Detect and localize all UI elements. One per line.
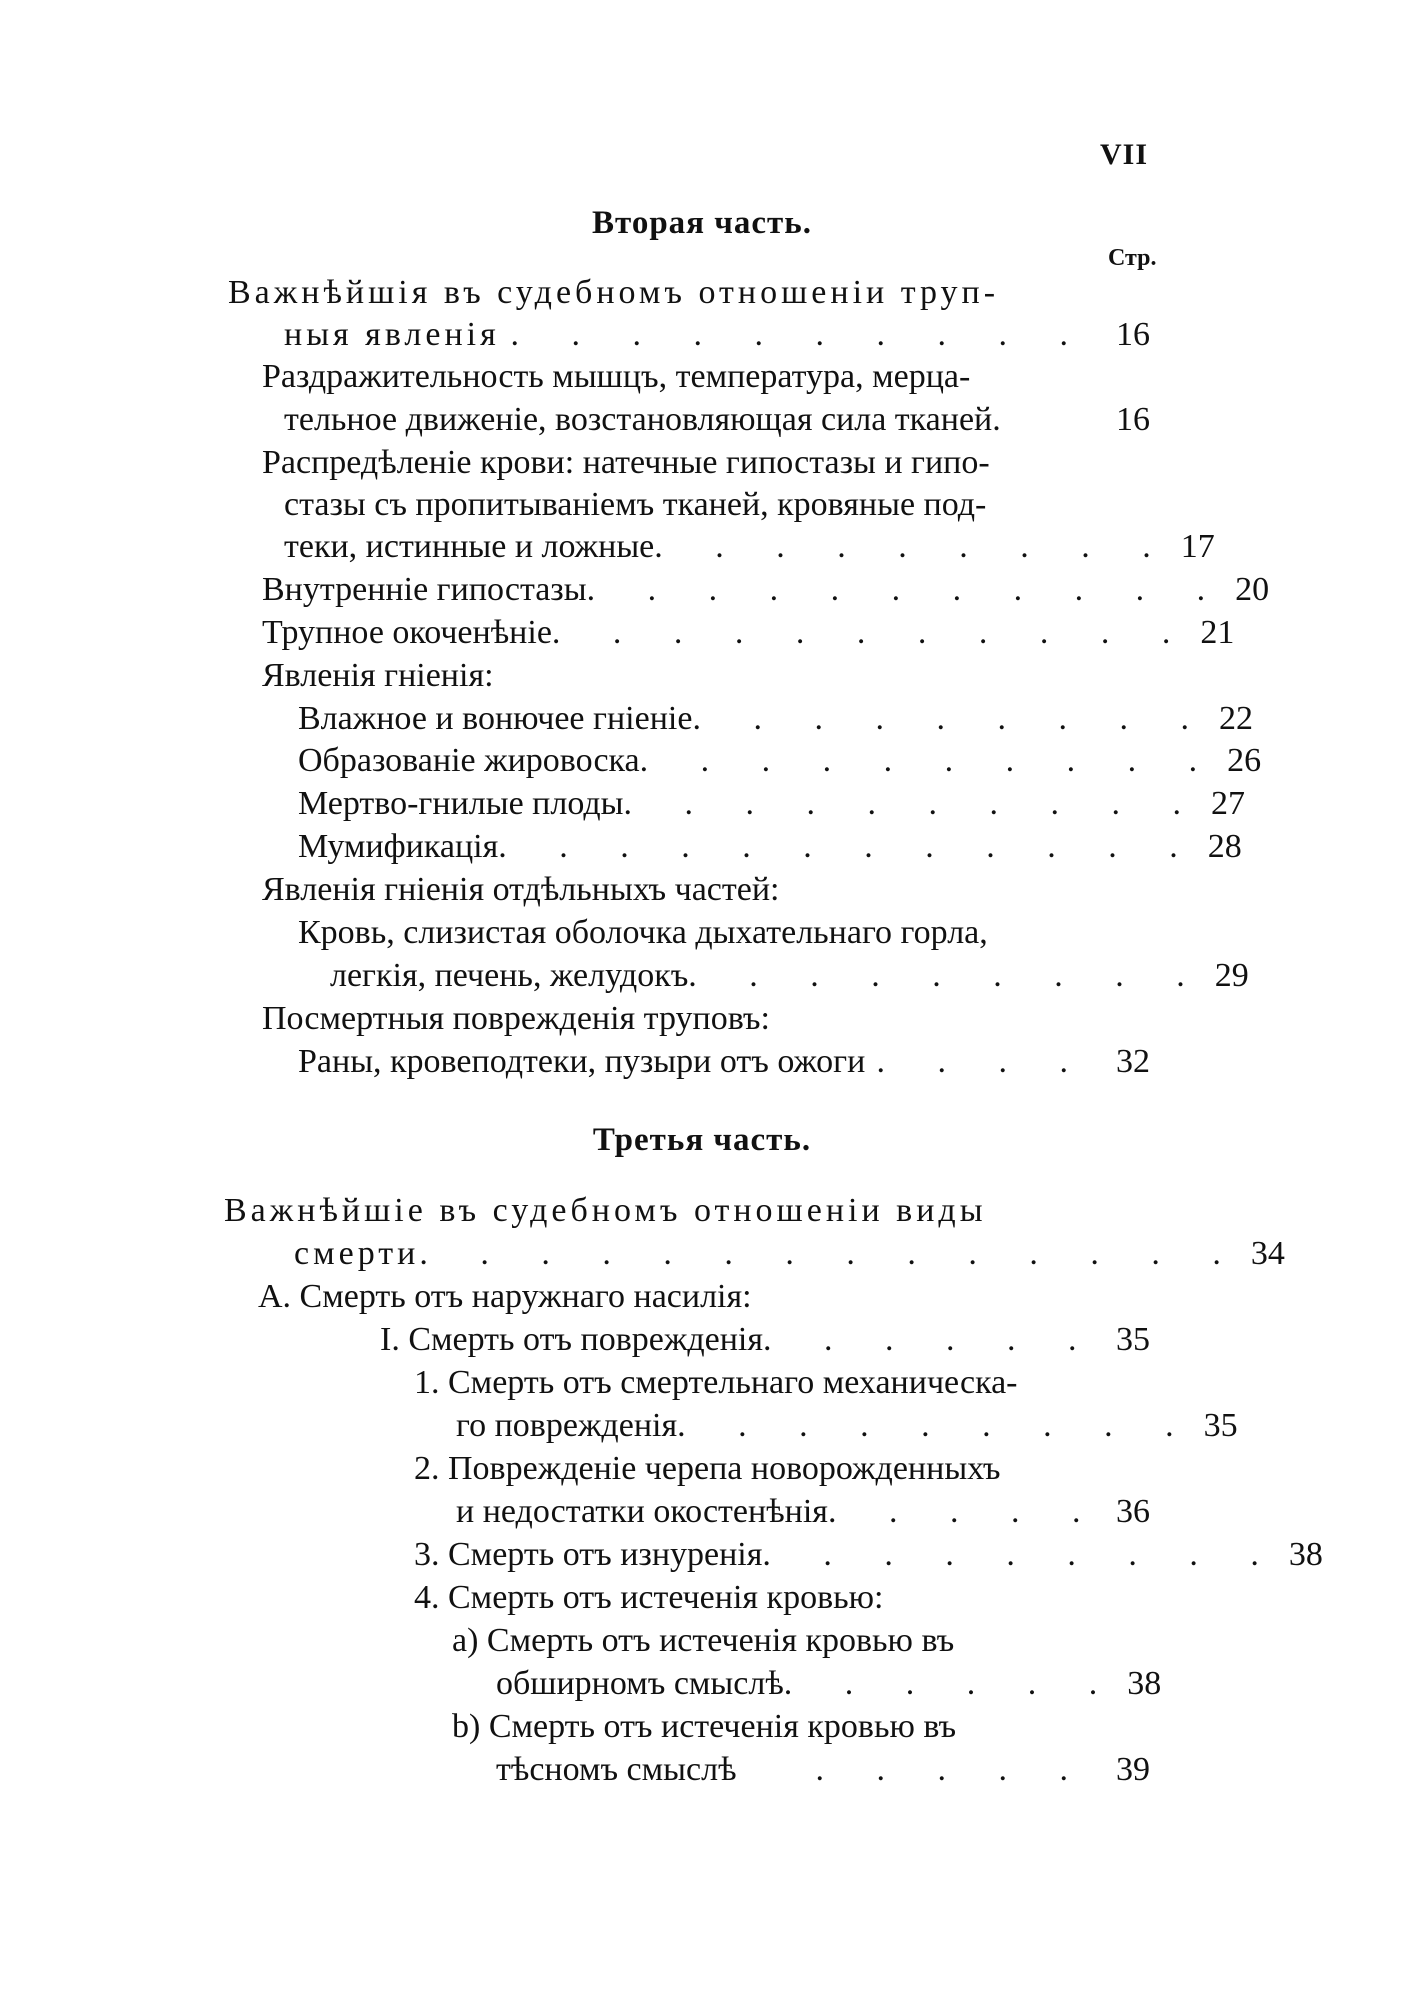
toc-entry: [456, 1491, 1150, 1533]
toc-entry-text: a) Смерть отъ истеченія кровью въ: [452, 1622, 955, 1659]
leader-dots: . . . . . . . . .: [654, 528, 1173, 565]
toc-entry-text: Мертво-гнилые плоды: [298, 785, 624, 822]
toc-entry-page: 27: [1211, 785, 1245, 822]
leader-dots: . . . . . . . . .: [688, 957, 1207, 994]
toc-entry: [298, 698, 1253, 740]
toc-entry-page: 38: [1127, 1665, 1162, 1702]
leader-dots: . . . . .: [815, 1751, 1090, 1788]
leader-dots: . . . . . . . . .: [762, 1536, 1281, 1573]
toc-entry-text: b) Смерть отъ истеченія кровью въ: [452, 1708, 957, 1745]
toc-entry-text: Явленія гніенія:: [262, 657, 494, 694]
toc-entry-text: теки, истинные и ложные: [284, 528, 655, 565]
toc-entry-text: Влажное и вонючее гніеніе: [298, 700, 693, 737]
toc-entry-text: Образованіе жировоска: [298, 742, 640, 779]
toc-entry-page: 35: [1116, 1321, 1150, 1358]
toc-entry: [380, 1319, 1150, 1361]
page-number: VII: [1100, 138, 1149, 171]
leader-dots: . . . . . . . . . . . .: [498, 828, 1200, 865]
toc-entry-text: 4. Смерть отъ истеченія кровью:: [414, 1579, 884, 1616]
leader-dots: . . . . . . . . . .: [623, 785, 1203, 822]
toc-entry-page: 34: [1250, 1235, 1285, 1272]
toc-entry-text: Раздражительность мышцъ, температура, мерца-: [262, 358, 971, 395]
toc-entry-text: 1. Смерть отъ смертельнаго механическа-: [414, 1364, 1018, 1401]
toc-entry-page: 35: [1203, 1407, 1238, 1444]
toc-entry: [456, 1405, 1238, 1447]
leader-dots: . . . . . . . . . . . . . .: [419, 1235, 1243, 1272]
leader-dots: . . . . . . . . . .: [510, 316, 1090, 353]
toc-entry-text: Трупное окоченѣніе: [262, 614, 552, 651]
toc-entry-page: 32: [1116, 1043, 1150, 1080]
leader-dots: . . . . . . . . . . .: [586, 571, 1228, 608]
toc-entry-page: 28: [1207, 828, 1242, 865]
toc-entry-text: Явленія гніенія отдѣльныхъ частей:: [262, 871, 780, 908]
toc-entry-text: и недостатки окостенѣнія: [456, 1493, 828, 1530]
toc-entry-page: 39: [1116, 1751, 1150, 1788]
part2-heading: Вторая часть.: [592, 205, 812, 241]
toc-entry-text: Важнѣйшіе въ судебномъ отношеніи виды: [224, 1192, 987, 1229]
toc-entry: [262, 612, 1235, 654]
leader-dots: . . . . . .: [763, 1321, 1099, 1358]
toc-entry-text: 3. Смерть отъ изнуренія: [414, 1536, 763, 1573]
leader-dots: . . . . . . . . .: [677, 1407, 1196, 1444]
toc-entry: [262, 569, 1270, 611]
toc-entry-text: Важнѣйшія въ судебномъ отношеніи труп-: [228, 274, 1000, 311]
leader-dots: . . . . . . . . . . .: [551, 614, 1193, 651]
toc-entry: [496, 1663, 1162, 1705]
toc-entry-page: 36: [1116, 1493, 1150, 1530]
page-column-header: Стр.: [1108, 245, 1157, 271]
toc-entry: [330, 955, 1249, 997]
toc-entry: [298, 783, 1245, 825]
toc-entry-page: 38: [1288, 1536, 1323, 1573]
toc-entry-page: 16: [1116, 316, 1150, 353]
toc-entry: [284, 314, 1150, 356]
toc-entry-text: А. Смерть отъ наружнаго насилія:: [258, 1278, 752, 1315]
leader-dots: . . . . . .: [783, 1665, 1120, 1702]
leader-dots: . . . . . . . . .: [692, 700, 1211, 737]
toc-entry-page: 21: [1200, 614, 1235, 651]
toc-entry: [496, 1749, 1150, 1791]
toc-entry-text: Распредѣленіе крови: натечные гипостазы и гипо-: [262, 444, 990, 481]
toc-entry-page: 16: [1116, 401, 1150, 438]
toc-entry-text: 2. Поврежденіе черепа новорожденныхъ: [414, 1450, 1001, 1487]
toc-entry-text: го поврежденія: [456, 1407, 678, 1444]
leader-dots: . . . . .: [827, 1493, 1103, 1530]
toc-entry-text: смерти: [294, 1235, 420, 1272]
toc-entry: [284, 526, 1215, 568]
leader-dots: . . . .: [876, 1043, 1090, 1080]
toc-entry-text: I. Смерть отъ поврежденія: [380, 1321, 764, 1358]
toc-entry-page: 29: [1214, 957, 1249, 994]
toc-entry-text: обширномъ смыслѣ: [496, 1665, 784, 1702]
toc-entry-text: тельное движеніе, возстановляющая сила тканей.: [284, 401, 1001, 438]
toc-entry-text: Мумификація: [298, 828, 499, 865]
toc-entry: [298, 740, 1262, 782]
leader-dots: . . . . . . . . . .: [639, 742, 1220, 779]
toc-entry-text: Кровь, слизистая оболочка дыхательнаго горла,: [298, 914, 988, 951]
toc-entry: [414, 1534, 1323, 1576]
toc-entry-text: Раны, кровеподтеки, пузыри отъ ожоги: [298, 1043, 866, 1080]
toc-entry-text: Посмертныя поврежденія труповъ:: [262, 1000, 770, 1037]
toc-entry-text: Внутренніе гипостазы: [262, 571, 587, 608]
toc-entry-page: 22: [1218, 700, 1253, 737]
toc-entry: [284, 399, 1150, 441]
toc-entry: [294, 1233, 1285, 1275]
toc-entry: [298, 1041, 1150, 1083]
toc-entry-text: стазы съ пропитываніемъ тканей, кровяные под-: [284, 486, 987, 523]
toc-entry-text: легкія, печень, желудокъ: [330, 957, 689, 994]
toc-entry-text: ныя явленія: [284, 316, 500, 353]
toc-entry-text: тѣсномъ смыслѣ: [496, 1751, 737, 1788]
toc-entry-page: 17: [1180, 528, 1215, 565]
toc-entry-page: 26: [1227, 742, 1262, 779]
part3-heading: Третья часть.: [592, 1122, 812, 1158]
toc-entry: [298, 826, 1242, 868]
toc-entry-page: 20: [1235, 571, 1270, 608]
